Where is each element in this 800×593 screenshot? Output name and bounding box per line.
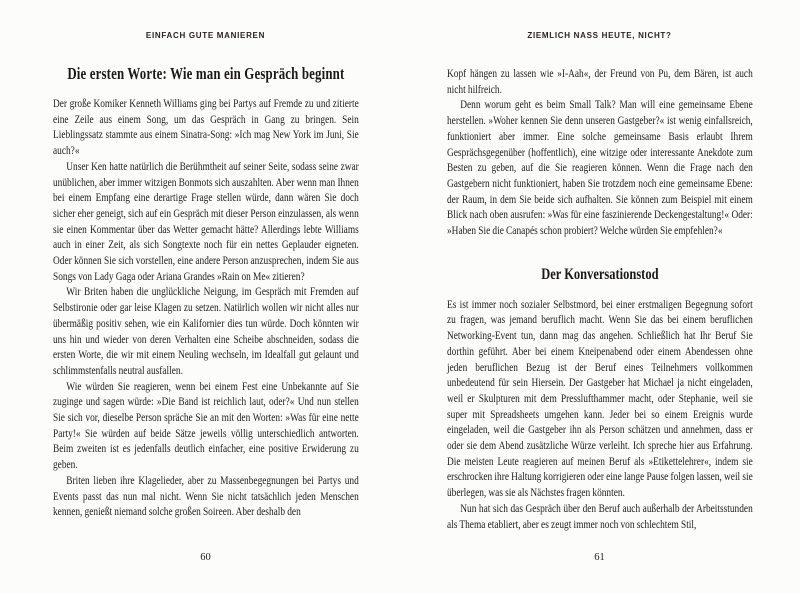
text-column-right	[447, 66, 753, 532]
page-right	[400, 0, 800, 593]
paragraph: Unser Ken hatte natürlich die Berühmtheit auf seiner Seite, sodass seine zwar unüblichen, aber immer witzigen Bonmots sich auszahlten. Aber wenn man Ihnen bei einem Empfang eine derartige Frage stellen würde, dann wären Sie doch sicher eher geneigt, sich auf ein Gespräch mit dieser Person einzulassen, als wenn sie einen Kommentar über das Wetter gemacht hätte? Allerdings lebte Williams auch in einer Zeit, als sich Songtexte noch für ein nettes Geplauder eigneten. Oder können Sie sich vorstellen, eine andere Person anzusprechen, indem Sie aus Songs von Lady Gaga oder Ariana Grandes »Rain on Me« zitieren?	[53, 158, 359, 283]
paragraph: Es ist immer noch sozialer Selbstmord, bei einer erstmaligen Begegnung sofort zu fragen, was jemand beruflich macht. Wenn Sie das bei einem beruflichen Networking-Event tun, dann mag das angehen. Schließlich hat Ihr Beruf Sie dorthin geführt. Aber bei einem Kneipenabend oder einem Abendessen ohne jeden beruflichen Bezug ist der Beruf eines Teilnehmers vollkommen unbedeutend für sein Hiersein. Der Gastgeber hat Michael ja nicht eingeladen, weil er Skulpturen mit dem Presslufthammer macht, oder Stephanie, weil sie super mit Spreadsheets umgehen kann. Jeder bei so einem Ereignis wurde eingeladen, weil die Gastgeber ihn als Person schätzen und annehmen, dass er oder sie dem Abend zusätzliche Würze verleiht. Ich spreche hier aus Erfahrung. Die meisten Leute reagieren auf meinen Beruf als »Etikettelehrer«, indem sie erschrocken ihre Haltung korrigieren oder eine lange Pause folgen lassen, weil sie überlegen, was sie als Nächstes fragen könnten.	[447, 296, 753, 500]
section-subheading: Der Konversationstod	[541, 265, 659, 283]
paragraph: Wie würden Sie reagieren, wenn bei einem Fest eine Unbekannte auf Sie zuginge und sagen würde: »Die Band ist reichlich laut, oder?« Und nun stellen Sie sich vor, dieselbe Person spräche Sie an mit den Worten: »Was für eine nette Party!« Sie würden auf beide Sätze jeweils völlig unterschiedlich antworten. Beim zweiten ist es jedenfalls deutlich einfacher, eine positive Erwiderung zu geben.	[53, 378, 359, 472]
running-head-right: ZIEMLICH NASS HEUTE, NICHT?	[527, 31, 672, 40]
page-number-left: 60	[200, 552, 211, 563]
text-column-left	[53, 64, 359, 520]
running-head-left: EINFACH GUTE MANIEREN	[145, 31, 266, 40]
chapter-heading: Die ersten Worte: Wie man ein Gespräch beginnt	[67, 64, 345, 83]
paragraph: Kopf hängen zu lassen wie »I-Aah«, der Freund von Pu, dem Bären, ist auch nicht hilfreich.	[447, 66, 753, 96]
page-number-right: 61	[594, 552, 605, 563]
paragraph: Der große Komiker Kenneth Williams ging bei Partys auf Fremde zu und zitierte eine Zeile aus einem Song, um das Gespräch in Gang zu bringen. Sein Lieblingssatz stammte aus einem Sinatra-Song: »Ich mag New York im Juni, Sie auch?«	[53, 96, 359, 158]
paragraph: Wir Briten haben die unglückliche Neigung, im Gespräch mit Fremden auf Selbstironie oder gar leise Klagen zu setzen. Natürlich wollen wir nicht alles nur übermäßig positiv sehen, wie ein Kalifornier dies tun würde. Doch könnten wir uns hin und wieder von deren Verhalten eine Scheibe abschneiden, sodass die ersten Worte, die wir mit einem Neuling wechseln, im Idealfall gut gelaunt und schlimmstenfalls neutral ausfallen.	[53, 284, 359, 377]
paragraph: Denn worum geht es beim Small Talk? Man will eine gemeinsame Ebene herstellen. »Woher kennen Sie denn unseren Gastgeber?« ist wenig einfallsreich, funktioniert aber immer. Eine solche gemeinsame Basis erlaubt Ihrem Gesprächsgegenüber (hoffentlich), eine witzige oder interessante Anekdote zum Besten zu geben, auf die Sie reagieren können. Wenn die Frage nach den Gastgebern nicht funktioniert, haben Sie trotzdem noch eine gemeinsame Ebene: der Raum, in dem Sie beide sich aufhalten. Sie können zum Beispiel mit einem Blick nach oben ausrufen: »Was für eine faszinierende Deckengestaltung!« Oder: »Haben Sie die Canapés schon probiert? Welche würden Sie empfehlen?«	[447, 97, 753, 238]
paragraph: Briten lieben ihre Klagelieder, aber zu Massenbegegnungen bei Partys und Events passt das nun mal nicht. Wenn Sie nicht tatsächlich jeden Menschen kennen, genießt niemand solche großen Soireen. Aber deshalb den	[53, 472, 359, 519]
paragraph: Nun hat sich das Gespräch über den Beruf auch außerhalb der Arbeitsstunden als Thema etabliert, aber es zeugt immer noch von schlechtem Stil,	[447, 500, 753, 531]
